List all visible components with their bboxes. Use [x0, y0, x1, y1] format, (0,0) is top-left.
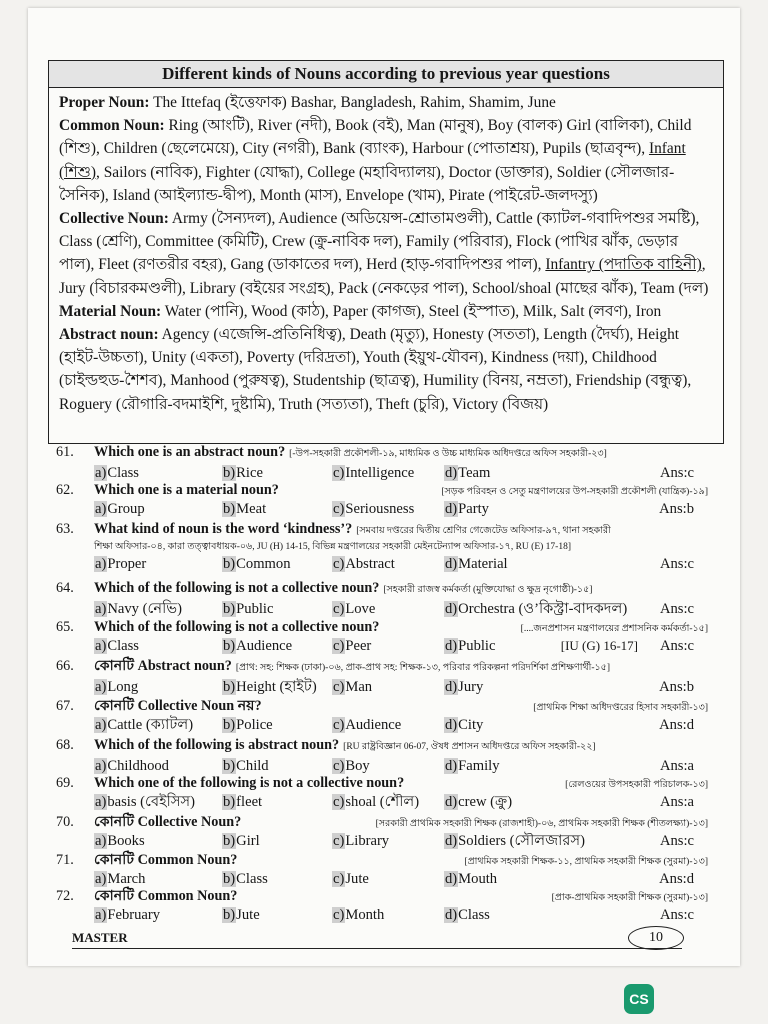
option-c: c)Love [333, 601, 376, 617]
option-c: c)Boy [333, 758, 370, 774]
notes-title: Different kinds of Nouns according to previous year questions [49, 61, 723, 88]
question-source: [সহকারী রাজস্ব কর্মকর্তা (মুক্তিযোদ্ধা ও ক্ষুদ্র নৃগোষ্ঠী)-১৫] [383, 585, 593, 595]
option-b: b)Public [223, 601, 274, 617]
question-61 [56, 444, 708, 483]
question-68 [56, 737, 708, 776]
option-b: b)Rice [223, 465, 263, 481]
question-source: [সমবায় দপ্তরের দ্বিতীয় শ্রেণির গেজেটেড অফিসার-৯৭, থানা সহকারী [356, 526, 611, 536]
camscanner-logo-icon: CS [624, 984, 654, 1014]
question-text: Which one is a material noun? [94, 482, 279, 498]
question-number: 70. [56, 814, 74, 830]
option-a: a)Childhood [95, 758, 169, 774]
answer: Ans:c [659, 465, 694, 481]
question-number: 72. [56, 888, 74, 904]
answer: Ans:d [659, 871, 694, 887]
option-c: c)Library [333, 833, 390, 849]
question-source: [প্রাথমিক শিক্ষা অধিদপ্তরের হিসাব সহকারী-১৩] [533, 703, 708, 713]
option-c: c)Intelligence [333, 465, 415, 481]
question-text: কোনটি Common Noun? [94, 852, 238, 868]
collective-noun-underlined: Infantry (পদাতিক বাহিনী) [545, 256, 702, 274]
common-noun-text-b: , Sailors (নাবিক), Fighter (যোদ্ধা), College (মহাবিদ্যালয়), Doctor (ডাক্তার), Soldier (সৌলজার-সৈনিক), Island (আইল্যান্ড-দ্বীপ), Month (মাস), Envelope (খাম), Pirate (পাইরেট-জলদস্যু) [59, 163, 675, 204]
option-d: d)Material [445, 556, 508, 572]
question-66 [56, 658, 708, 697]
options [56, 869, 708, 889]
options [56, 831, 708, 851]
proper-noun-text: The Ittefaq (ইত্তেফাক) Bashar, Bangladesh, Rahim, Shamim, June [149, 94, 556, 111]
option-a: a)Proper [95, 556, 147, 572]
collective-noun-text-b: , Jury (বিচারকমণ্ডলী), Library (বইয়ের সংগ্রহ), Pack (নেকড়ের পাল), School/shoal (মাছের ঝাঁক), Team (দল) [59, 256, 709, 297]
option-b: b)Height (হাইট) [223, 679, 317, 695]
option-d: d)Party [445, 501, 489, 517]
options [56, 715, 708, 735]
question-72 [56, 888, 708, 925]
option-c: c)Audience [333, 717, 402, 733]
option-b: b)Meat [223, 501, 267, 517]
question-number: 63. [56, 521, 74, 537]
answer: Ans:a [659, 794, 694, 810]
answer: Ans:c [659, 601, 694, 617]
material-noun-text: Water (পানি), Wood (কাঠ), Paper (কাগজ), Steel (ইস্পাত), Milk, Salt (লবণ), Iron [161, 302, 662, 320]
option-d: d)Public [445, 638, 496, 654]
option-d: d)Soldiers (সৌলজারস) [445, 833, 585, 849]
abstract-noun-paragraph [59, 323, 715, 416]
option-d: d)Team [445, 465, 491, 481]
option-c: c)Jute [333, 871, 369, 887]
question-source: [রেলওয়ের উপসহকারী পরিচালক-১৩] [565, 780, 708, 790]
question-text: Which one of the following is not a collective noun? [94, 775, 405, 791]
options [56, 677, 708, 697]
question-text: কোনটি Collective Noun নয়? [94, 698, 262, 714]
answer: Ans:c [659, 556, 694, 572]
question-number: 61. [56, 444, 74, 460]
question-source: [-উপ-সহকারী প্রকৌশলী-১৯, মাধ্যমিক ও উচ্চ মাধ্যমিক অধিদপ্তরে অফিস সহকারী-২৩] [289, 449, 607, 459]
abstract-noun-label: Abstract noun: [59, 326, 159, 344]
question-70 [56, 814, 708, 851]
noun-notes-box [48, 60, 724, 444]
option-b: b)Jute [223, 907, 260, 923]
question-text: কোনটি Abstract noun? [94, 658, 232, 674]
option-d: d)City [445, 717, 484, 733]
collective-noun-paragraph [59, 207, 715, 300]
option-b: b)Audience [223, 638, 293, 654]
material-noun-label: Material Noun: [59, 302, 162, 320]
question-63 [56, 521, 708, 574]
option-c: c)shoal (শৌল) [333, 794, 420, 810]
question-number: 62. [56, 482, 74, 498]
question-64 [56, 580, 708, 619]
answer: Ans:a [659, 758, 694, 774]
option-a: a)Books [95, 833, 145, 849]
question-text: What kind of noun is the word ‘kindness’? [94, 521, 353, 537]
option-a: a)basis (বেইসিস) [95, 794, 195, 810]
question-text: Which of the following is not a collective noun? [94, 619, 380, 635]
common-noun-label: Common Noun: [59, 117, 165, 135]
collective-noun-label: Collective Noun: [59, 210, 169, 228]
option-c: c)Abstract [333, 556, 395, 572]
question-number: 65. [56, 619, 74, 635]
question-source: [প্রাক-প্রাথমিক সহকারী শিক্ষক (সুরমা)-১৩] [551, 893, 708, 903]
question-source-continued: শিক্ষা অফিসার-০৪, কারা তত্ত্বাবধায়ক-০৬, JU (H) 14-15, বিভিন্ন মন্ত্রণালয়ের সহকারী মেইনটেন্যান্স অফিসার-১৭, RU (E) 17-18] [94, 542, 571, 552]
common-noun-text-a: Ring (আংটি), River (নদী), Book (বই), Man (মানুষ), Boy (বালক) Girl (বালিকা), Child (শিশু), Children (ছেলেমেয়ে), City (নগরী), Bank (ব্যাংক), Harbour (পোতাশ্রয়), Pupils (ছাত্রবৃন্দ), [59, 117, 692, 158]
question-text: কোনটি Collective Noun? [94, 814, 242, 830]
material-noun-paragraph [59, 300, 715, 323]
options [56, 599, 708, 619]
question-source: [RU রাষ্ট্রবিজ্ঞান 06-07, ঔষধ প্রশাসন অধিদপ্তরে অফিস সহকারী-২২] [343, 742, 596, 752]
question-number: 66. [56, 658, 74, 674]
answer: Ans:b [659, 501, 694, 517]
options [56, 636, 708, 656]
option-a: a)Cattle (ক্যাটল) [95, 717, 194, 733]
exam-reference: [IU (G) 16-17] [560, 638, 638, 653]
common-noun-paragraph [59, 114, 715, 207]
option-a: a)Class [95, 638, 139, 654]
option-c: c)Month [333, 907, 385, 923]
option-d: d)Orchestra (ও’কিস্ট্রা-বাদকদল) [445, 601, 628, 617]
option-a: a)Class [95, 465, 139, 481]
answer: Ans:d [659, 717, 694, 733]
question-62 [56, 482, 708, 519]
answer: Ans:c [659, 638, 694, 654]
option-d: d)crew (ক্রু) [445, 794, 513, 810]
question-source: [প্রাথমিক সহকারী শিক্ষক-১১, প্রাথমিক সহকারী শিক্ষক (সুরমা)-১৩] [464, 857, 708, 867]
question-text: Which one is an abstract noun? [94, 444, 286, 460]
option-d: d)Family [445, 758, 500, 774]
question-71 [56, 852, 708, 889]
question-number: 69. [56, 775, 74, 791]
option-b: b)Girl [223, 833, 260, 849]
answer: Ans:b [659, 679, 694, 695]
question-text: Which of the following is not a collective noun? [94, 580, 380, 596]
options [56, 905, 708, 925]
question-number: 67. [56, 698, 74, 714]
answer: Ans:c [659, 833, 694, 849]
option-b: b)Common [223, 556, 291, 572]
footer-divider [72, 948, 682, 949]
option-a: a)Long [95, 679, 139, 695]
options [56, 756, 708, 776]
question-text: Which of the following is abstract noun? [94, 737, 340, 753]
options [56, 463, 708, 483]
option-c: c)Seriousness [333, 501, 415, 517]
option-b: b)Child [223, 758, 269, 774]
collective-noun-text-a: Army (সৈন্যদল), Audience (অডিয়েন্স-শ্রোতামণ্ডলী), Cattle (ক্যাটল-গবাদিপশুর সমষ্টি), Class (শ্রেণি), Committee (কমিটি), Crew (ক্রু-নাবিক দল), Family (পরিবার), Flock (পাখির ঝাঁক, ভেড়ার পাল), Fleet (রণতরীর বহর), Gang (ডাকাতের দল), Herd (হাড়-গবাদিপশুর পাল), [59, 210, 700, 274]
question-source: [প্রাথ: সহ: শিক্ষক (ঢাকা)-০৬, প্রাক-প্রাথ সহ: শিক্ষক-১৩, পরিবার পরিকল্পনা পরিদর্শিকা প্রশিক্ষণার্থী-১৫] [235, 663, 611, 673]
option-a: a)February [95, 907, 161, 923]
option-c: c)Peer [333, 638, 372, 654]
question-text: কোনটি Common Noun? [94, 888, 238, 904]
option-c: c)Man [333, 679, 373, 695]
footer-label: MASTER [72, 930, 128, 945]
option-b: b)Police [223, 717, 273, 733]
common-noun-underlined: Infant (শিশু) [59, 140, 686, 181]
option-a: a)Navy (নেভি) [95, 601, 183, 617]
question-number: 68. [56, 737, 74, 753]
option-b: b)fleet [223, 794, 263, 810]
abstract-noun-text: Agency (এজেন্সি-প্রতিনিধিত্ব), Death (মৃত্যু), Honesty (সততা), Length (দৈর্ঘ্য), Height (হাইট-উচ্চতা), Unity (একতা), Poverty (দরিদ্রতা), Youth (ইয়ুথ-যৌবন), Kindness (দয়া), Childhood (চাইল্ডহুড-শৈশব), Manhood (পুরুষত্ব), Studentship (ছাত্রত্ব), Humility (বিনয়, নম্রতা), Friendship (বন্ধুত্ব), Roguery (রৌগারি-বদমাইশি, দুষ্টামি), Truth (সত্যতা), Theft (চুরি), Victory (বিজয়) [59, 326, 692, 413]
option-a: a)March [95, 871, 146, 887]
option-b: b)Class [223, 871, 268, 887]
option-d: d)Mouth [445, 871, 498, 887]
proper-noun-paragraph [59, 91, 715, 114]
options [56, 499, 708, 519]
question-65 [56, 619, 708, 656]
answer: Ans:c [659, 907, 694, 923]
question-67 [56, 698, 708, 735]
document-page [28, 8, 740, 966]
question-69 [56, 775, 708, 812]
page-number: 10 [628, 926, 684, 950]
question-source: [সড়ক পরিবহন ও সেতু মন্ত্রণালয়ের উপ-সহকারী প্রকৌশলী (যান্ত্রিক)-১৯] [441, 487, 708, 497]
options [56, 554, 708, 574]
options [56, 792, 708, 812]
question-number: 64. [56, 580, 74, 596]
option-d: d)Jury [445, 679, 484, 695]
question-number: 71. [56, 852, 74, 868]
option-d: d)Class [445, 907, 490, 923]
proper-noun-label: Proper Noun: [59, 94, 150, 111]
question-source: [....জনপ্রশাসন মন্ত্রণালয়ের প্রশাসনিক কর্মকর্তা-১৫] [520, 624, 708, 634]
option-a: a)Group [95, 501, 145, 517]
question-source: [সরকারী প্রাথমিক সহকারী শিক্ষক (রাজশাহী)-০৬, প্রাথমিক সহকারী শিক্ষক (শীতলক্ষ্যা)-১৩] [375, 819, 708, 829]
notes-body [49, 88, 723, 416]
